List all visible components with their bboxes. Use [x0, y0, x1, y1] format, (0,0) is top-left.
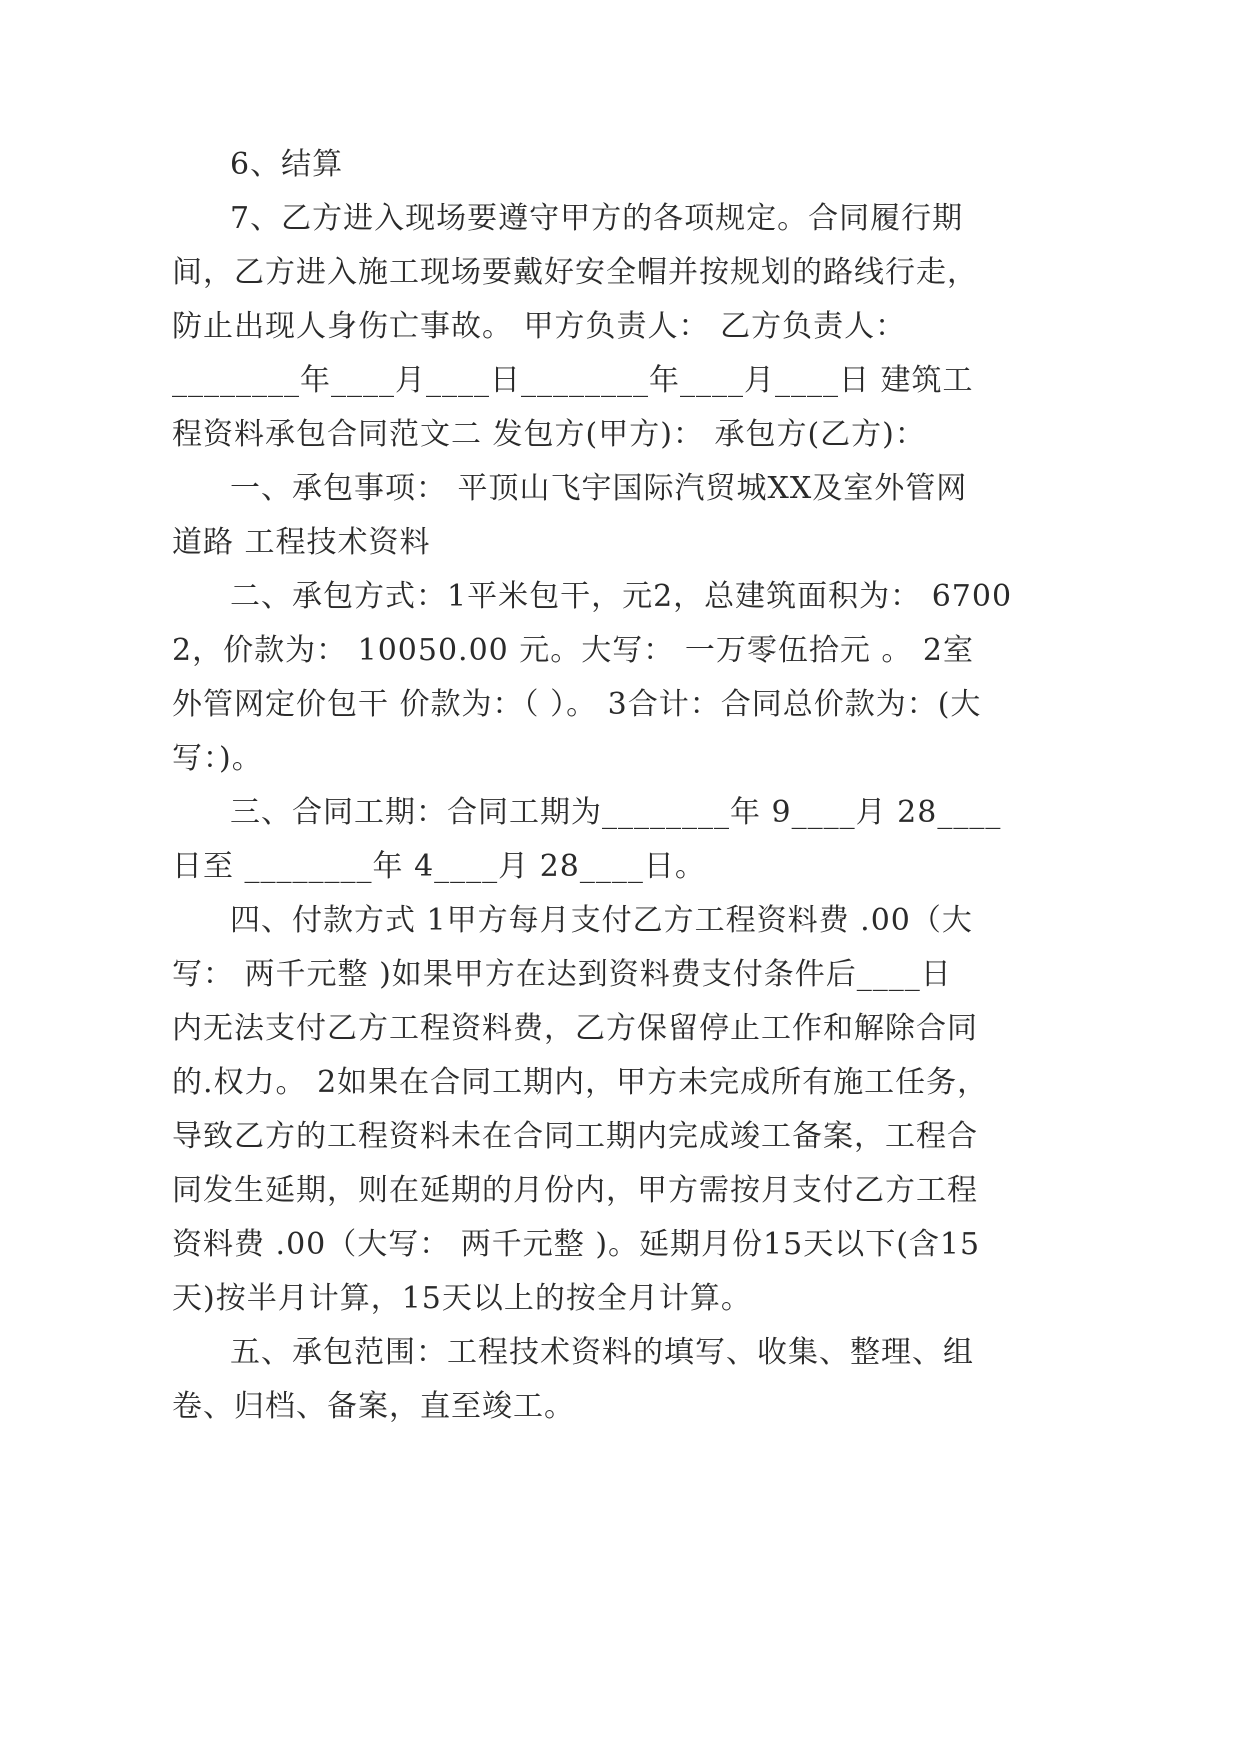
paragraph-line: 二、承包方式：1平米包干，元2，总建筑面积为： 6700 — [230, 579, 1013, 614]
paragraph-line: 天)按半月计算，15天以上的按全月计算。 — [172, 1281, 752, 1316]
paragraph-line: 2，价款为： 10050.00 元。大写： 一万零伍拾元 。 2室 — [172, 633, 974, 668]
paragraph-line: 内无法支付乙方工程资料费，乙方保留停止工作和解除合同 — [172, 1011, 978, 1046]
paragraph-line: 资料费 .00（大写： 两千元整 )。延期月份15天以下(含15 — [172, 1227, 981, 1262]
paragraph-line: 外管网定价包干 价款为：（ ）。 3合计：合同总价款为：(大 — [172, 687, 982, 722]
paragraph-line: 7、乙方进入现场要遵守甲方的各项规定。合同履行期 — [230, 201, 964, 236]
paragraph-line: 道路 工程技术资料 — [172, 525, 431, 560]
paragraph-line: 写： 两千元整 )如果甲方在达到资料费支付条件后____日 — [172, 957, 952, 992]
paragraph-line: 程资料承包合同范文二 发包方(甲方)： 承包方(乙方)： — [172, 417, 926, 452]
paragraph-line: 同发生延期，则在延期的月份内，甲方需按月支付乙方工程 — [172, 1173, 978, 1208]
paragraph-line: 间，乙方进入施工现场要戴好安全帽并按规划的路线行走， — [172, 255, 978, 290]
paragraph-line: 五、承包范围：工程技术资料的填写、收集、整理、组 — [230, 1335, 974, 1370]
paragraph-line: 日至 ________年 4____月 28____日。 — [172, 849, 706, 884]
paragraph-line: 防止出现人身伤亡事故。 甲方负责人： 乙方负责人： — [172, 309, 907, 344]
paragraph-line: 写：)。 — [172, 741, 263, 776]
paragraph-line: 三、合同工期：合同工期为________年 9____月 28____ — [230, 795, 1002, 830]
paragraph-line: 卷、归档、备案，直至竣工。 — [172, 1389, 575, 1424]
paragraph-line: 6、结算 — [230, 147, 344, 182]
paragraph-line: 一、承包事项： 平顶山飞宇国际汽贸城XX及室外管网 — [230, 471, 968, 506]
paragraph-line: 的.权力。 2如果在合同工期内，甲方未完成所有施工任务， — [172, 1065, 989, 1100]
paragraph-line: ________年____月____日________年____月____日 建筑工 — [172, 363, 974, 398]
paragraph-line: 导致乙方的工程资料未在合同工期内完成竣工备案，工程合 — [172, 1119, 978, 1154]
paragraph-line: 四、付款方式 1甲方每月支付乙方工程资料费 .00（大 — [230, 903, 973, 938]
